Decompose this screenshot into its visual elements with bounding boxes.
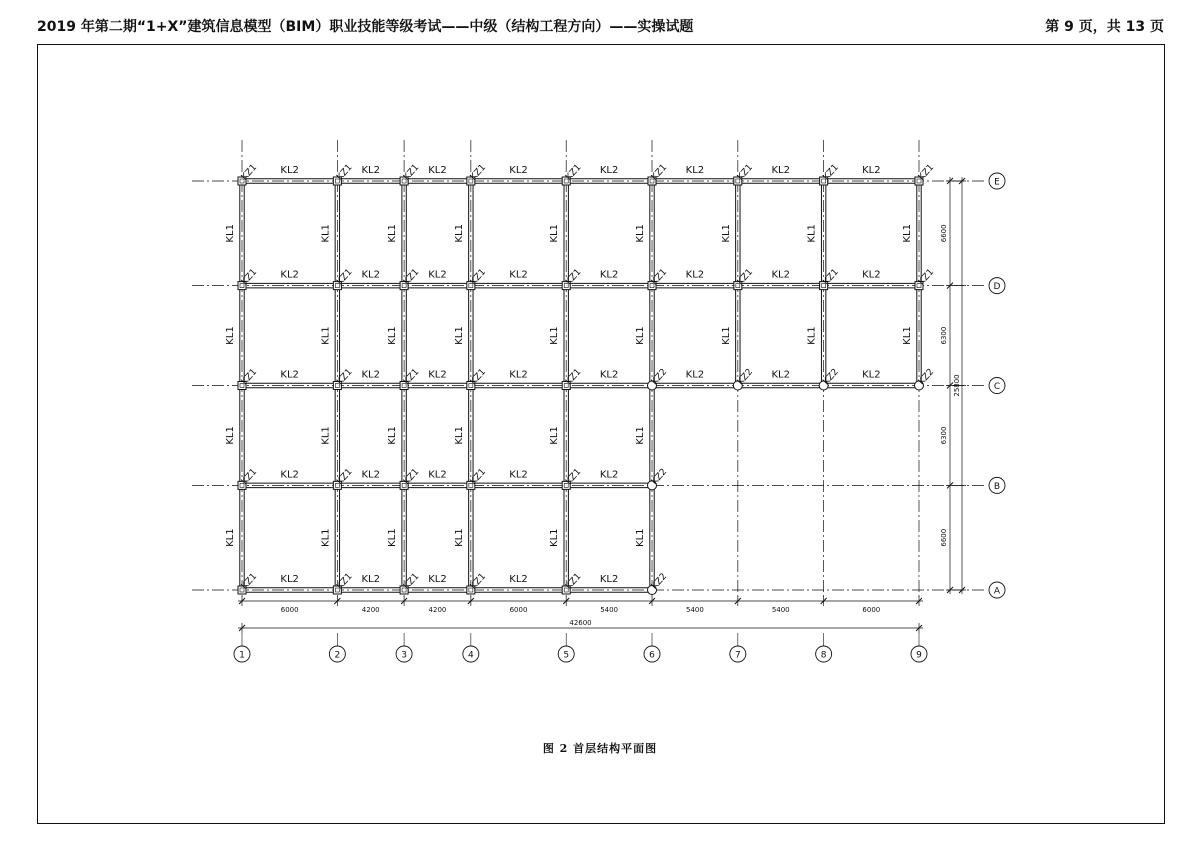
column-label: KZ1 (335, 467, 355, 487)
axis-label-E: E (994, 177, 1000, 188)
beam-label-kl1: KL1 (806, 326, 818, 345)
beam-label-kl1: KL1 (225, 528, 236, 547)
beam-label-kl2: KL2 (428, 165, 447, 176)
beam-label-kl1: KL1 (635, 528, 647, 547)
beam-label-kl1: KL1 (902, 326, 913, 345)
beam-label-kl2: KL2 (862, 165, 881, 176)
dimension-text-y: 6600 (940, 224, 948, 243)
beam-label-kl1: KL1 (387, 528, 399, 547)
column-label: KZ2 (821, 367, 841, 388)
beam-label-kl1: KL1 (549, 224, 561, 243)
beam-label-kl2: KL2 (428, 269, 447, 281)
column-label: KZ1 (649, 267, 670, 288)
beam-label-kl2: KL2 (771, 269, 790, 281)
beam-label-kl2: KL2 (599, 165, 619, 176)
beam-label-kl1: KL1 (902, 224, 913, 243)
axis-label-2: 2 (334, 650, 341, 661)
column-label: KZ1 (916, 267, 937, 288)
beam-label-kl2: KL2 (361, 469, 380, 481)
beam-label-kl1: KL1 (720, 326, 732, 345)
column-label: KZ1 (564, 267, 584, 288)
beam-label-kl1: KL1 (453, 224, 465, 243)
beam-label-kl2: KL2 (280, 165, 299, 176)
dimension-text-x: 6000 (280, 606, 299, 614)
axis-label-4: 4 (467, 650, 474, 661)
beam-label-kl1: KL1 (453, 326, 465, 345)
column-label: KZ1 (401, 367, 422, 388)
column-label: KZ1 (335, 571, 355, 592)
beam-label-kl2: KL2 (599, 574, 619, 585)
column-label: KZ1 (239, 162, 260, 183)
column-label: KZ1 (468, 162, 489, 183)
column-label: KZ1 (239, 367, 260, 388)
beam-label-kl1: KL1 (635, 224, 647, 243)
beam-label-kl1: KL1 (806, 224, 818, 243)
column-label: KZ1 (821, 162, 841, 183)
beam-label-kl2: KL2 (599, 269, 619, 281)
column-label: KZ1 (401, 467, 422, 487)
column-label: KZ1 (468, 571, 489, 592)
beam-label-kl2: KL2 (862, 269, 881, 281)
column-label: KZ2 (735, 367, 756, 388)
beam-label-kl1: KL1 (549, 426, 561, 445)
column-label: KZ1 (735, 162, 756, 183)
beam-label-kl1: KL1 (225, 326, 236, 345)
beam-label-kl2: KL2 (685, 269, 705, 281)
column-label: KZ1 (564, 162, 584, 183)
beam-label-kl1: KL1 (225, 426, 236, 445)
beam-label-kl1: KL1 (320, 426, 332, 445)
beam-label-kl2: KL2 (428, 574, 447, 585)
axis-label-D: D (993, 282, 1001, 293)
column-label: KZ2 (916, 367, 937, 388)
column-label: KZ1 (564, 571, 584, 592)
dimension-text-x: 6000 (862, 606, 881, 614)
beam-label-kl1: KL1 (635, 426, 647, 445)
column-label: KZ1 (468, 367, 489, 388)
beam-label-kl2: KL2 (280, 574, 299, 585)
beam-label-kl1: KL1 (320, 326, 332, 345)
axis-label-3: 3 (401, 650, 407, 661)
axis-label-C: C (993, 382, 1001, 392)
dimension-total-y: 25800 (953, 374, 961, 397)
column-label: KZ1 (239, 267, 260, 288)
axis-label-9: 9 (916, 650, 922, 661)
column-label: KZ1 (401, 162, 422, 183)
beam-label-kl1: KL1 (549, 326, 561, 345)
dimension-text-x: 4200 (361, 606, 380, 614)
beam-label-kl2: KL2 (361, 574, 380, 585)
beam-label-kl1: KL1 (320, 224, 332, 243)
beam-label-kl1: KL1 (387, 426, 399, 445)
beam-label-kl2: KL2 (280, 269, 299, 281)
beam-label-kl1: KL1 (387, 224, 399, 243)
column-label: KZ1 (468, 467, 489, 487)
column-label: KZ1 (649, 162, 670, 183)
beam-label-kl2: KL2 (361, 369, 380, 381)
beam-label-kl2: KL2 (280, 369, 299, 381)
column-label: KZ1 (821, 267, 841, 288)
beam-label-kl1: KL1 (225, 224, 236, 243)
beam-label-kl1: KL1 (453, 426, 465, 445)
column-label: KZ1 (564, 467, 584, 487)
beam-label-kl2: KL2 (509, 469, 528, 481)
beam-label-kl1: KL1 (635, 326, 647, 345)
column-label: KZ2 (649, 467, 670, 487)
beam-label-kl2: KL2 (509, 165, 528, 176)
beam-label-kl2: KL2 (509, 269, 528, 281)
beam-label-kl2: KL2 (280, 469, 299, 481)
column-label: KZ1 (239, 467, 260, 487)
beam-label-kl2: KL2 (771, 165, 790, 176)
beam-label-kl2: KL2 (428, 369, 447, 381)
beam-label-kl1: KL1 (387, 326, 399, 345)
beam-label-kl2: KL2 (771, 369, 790, 381)
beam-label-kl2: KL2 (685, 369, 705, 381)
column-label: KZ2 (649, 367, 670, 388)
axis-label-7: 7 (734, 650, 741, 661)
beam-label-kl2: KL2 (361, 269, 380, 281)
dimension-text-y: 6300 (940, 426, 948, 445)
column-label: KZ1 (735, 267, 756, 288)
figure-caption: 图 2 首层结构平面图 (542, 742, 658, 755)
beam-label-kl1: KL1 (720, 224, 732, 243)
beam-label-kl2: KL2 (599, 369, 619, 381)
dimension-text-x: 6000 (509, 606, 528, 614)
document-header-title: 2019 年第二期“1+X”建筑信息模型（BIM）职业技能等级考试——中级（结构工程方向）——实操试题 (37, 19, 694, 35)
column-label: KZ1 (401, 571, 422, 592)
dimension-text-y: 6300 (940, 326, 948, 345)
column-label: KZ1 (335, 267, 355, 288)
beam-label-kl2: KL2 (428, 469, 447, 481)
beam-label-kl2: KL2 (509, 574, 528, 585)
page-number: 第 9 页，共 13 页 (1045, 19, 1164, 35)
dimension-total-x: 42600 (569, 619, 592, 627)
dimension-text-x: 5400 (771, 606, 790, 614)
axis-label-6: 6 (649, 650, 655, 661)
dimension-text-x: 5400 (686, 606, 704, 614)
beam-label-kl1: KL1 (549, 528, 561, 547)
column-label: KZ2 (649, 571, 670, 592)
column-label: KZ1 (468, 267, 489, 288)
column-label: KZ1 (916, 162, 937, 183)
column-label: KZ1 (335, 367, 355, 388)
column-label: KZ1 (335, 162, 355, 183)
beam-label-kl2: KL2 (599, 469, 619, 481)
beam-label-kl2: KL2 (685, 165, 705, 176)
dimension-text-x: 5400 (600, 606, 619, 614)
axis-label-5: 5 (563, 650, 570, 661)
column-label: KZ1 (401, 267, 422, 288)
beam-label-kl2: KL2 (509, 369, 528, 381)
column-label: KZ1 (564, 367, 584, 388)
beam-label-kl2: KL2 (862, 369, 881, 381)
beam-label-kl1: KL1 (453, 528, 465, 547)
axis-label-1: 1 (239, 650, 245, 661)
dimension-text-y: 6600 (940, 528, 948, 547)
axis-label-8: 8 (820, 650, 827, 661)
beam-label-kl2: KL2 (361, 165, 380, 176)
dimension-text-x: 4200 (428, 606, 447, 614)
axis-label-B: B (993, 481, 1001, 492)
column-label: KZ1 (239, 571, 260, 592)
beam-label-kl1: KL1 (320, 528, 332, 547)
axis-label-A: A (993, 586, 1001, 597)
